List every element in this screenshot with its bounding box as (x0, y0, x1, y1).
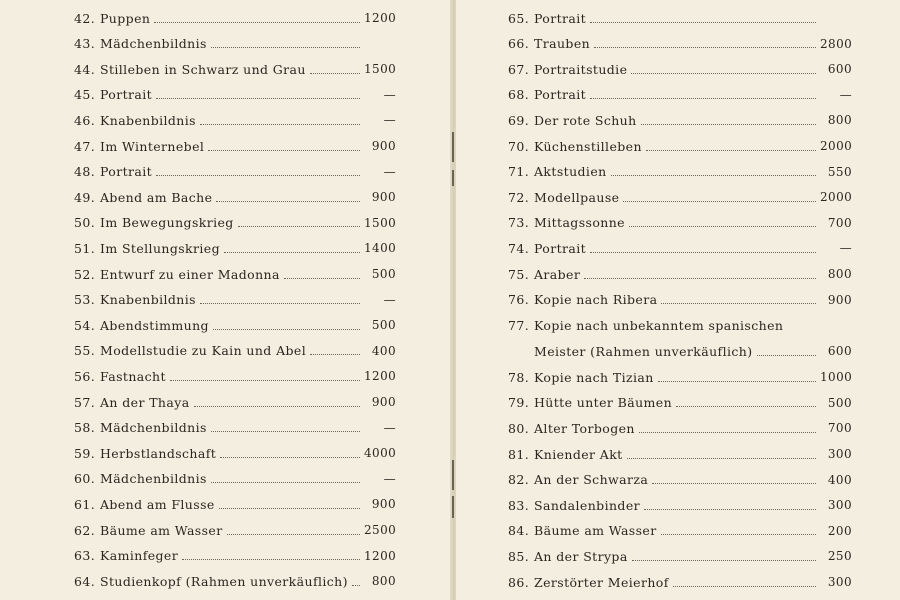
entry-number: 61. (74, 496, 96, 512)
dot-leader (661, 295, 816, 304)
binding-stitch (452, 170, 454, 186)
catalog-entry (508, 159, 852, 185)
catalog-entry (74, 107, 396, 133)
catalog-entry (74, 287, 396, 313)
entry-price: 4000 (364, 446, 397, 461)
entry-number: 45. (74, 87, 96, 103)
entry-price: — (383, 471, 396, 486)
entry-title: Mädchenbildnis (100, 420, 207, 436)
dot-leader (284, 270, 360, 279)
dot-leader (219, 500, 360, 509)
dot-leader (156, 167, 360, 176)
entry-number: 51. (74, 240, 96, 256)
entry-number: 55. (74, 343, 96, 359)
entry-title: Bäume am Wasser (100, 522, 223, 538)
catalog-entry (74, 517, 396, 543)
entry-title: An der Strypa (534, 548, 628, 564)
entry-number: 81. (508, 446, 530, 462)
catalog-entry (508, 261, 852, 287)
dot-leader (658, 373, 816, 382)
entry-price: 1200 (364, 11, 397, 25)
entry-title: Modellstudie zu Kain und Abel (100, 343, 307, 359)
entry-price: 900 (371, 497, 396, 512)
entry-price: 2000 (820, 139, 853, 153)
dot-leader (194, 398, 360, 407)
entry-price: 500 (371, 267, 396, 281)
entry-price: 400 (827, 472, 852, 487)
entry-number: 65. (508, 10, 530, 26)
entry-number: 86. (508, 574, 530, 590)
dot-leader (310, 346, 360, 355)
dot-leader (170, 372, 360, 381)
catalog-entry (508, 441, 852, 467)
entry-number: 85. (508, 548, 530, 564)
entry-price: 900 (371, 395, 396, 409)
catalog-entry (74, 133, 396, 159)
entry-title: Portrait (100, 87, 153, 103)
catalog-entry (508, 133, 852, 159)
catalog-entry (508, 235, 852, 261)
entry-number: 46. (74, 112, 96, 128)
catalog-entry (74, 338, 396, 364)
dot-leader (631, 65, 816, 74)
entry-price: 700 (827, 421, 852, 436)
entry-number: 62. (74, 522, 96, 538)
entry-number: 80. (508, 420, 530, 436)
entry-price: 550 (827, 164, 852, 179)
entry-title: Im Bewegungskrieg (100, 215, 234, 231)
dot-leader (629, 218, 816, 227)
entry-number: 48. (74, 164, 96, 180)
entry-title: Herbstlandschaft (100, 445, 217, 461)
dot-leader (200, 295, 360, 304)
entry-number: 72. (508, 189, 530, 205)
entry-price: — (839, 87, 852, 102)
entry-number: 75. (508, 266, 530, 282)
entry-price: 900 (371, 139, 396, 153)
catalog-entry (74, 389, 396, 415)
dot-leader (646, 142, 816, 151)
entry-price: 500 (827, 395, 852, 410)
dot-leader (310, 65, 360, 74)
catalog-entry (74, 440, 396, 466)
entry-number: 71. (508, 164, 530, 180)
entry-price: 600 (827, 62, 852, 77)
dot-leader (352, 577, 360, 586)
dot-leader (590, 14, 816, 23)
entry-price: 500 (371, 318, 396, 333)
catalog-entry (508, 543, 852, 569)
entry-price: — (383, 292, 396, 307)
entry-number: 43. (74, 36, 96, 52)
entry-price: 300 (827, 447, 852, 461)
entry-title: Portrait (534, 240, 587, 256)
dot-leader (220, 449, 360, 458)
dot-leader (623, 193, 816, 202)
dot-leader (590, 244, 816, 253)
entry-price: 250 (827, 549, 852, 564)
entry-title: Mädchenbildnis (100, 36, 207, 52)
dot-leader (216, 193, 360, 202)
catalog-entry (74, 235, 396, 261)
entry-title: Entwurf zu einer Madonna (100, 266, 280, 282)
entry-price: 1200 (364, 548, 397, 563)
entry-title: Trauben (534, 36, 591, 52)
dot-leader (211, 474, 360, 483)
entry-price: — (383, 87, 396, 102)
entry-price: 400 (371, 343, 396, 358)
entry-title: Araber (534, 266, 581, 282)
catalog-entry (508, 184, 852, 210)
entry-number: 63. (74, 548, 96, 564)
entry-price: 900 (371, 190, 396, 205)
entry-title: Fastnacht (100, 368, 166, 384)
entry-number: 79. (508, 395, 530, 411)
entry-title: Abend am Bache (100, 189, 213, 205)
entry-price: 600 (827, 344, 852, 359)
entry-price: 1200 (364, 369, 397, 384)
catalog-entry (74, 184, 396, 210)
entry-number: 76. (508, 292, 530, 308)
entry-price: 2800 (820, 36, 853, 51)
dot-leader (627, 450, 816, 459)
catalog-entry (508, 415, 852, 441)
catalog-entry (508, 31, 852, 57)
entry-number: 70. (508, 138, 530, 154)
entry-title: Kopie nach Ribera (534, 292, 658, 308)
dot-leader (594, 39, 816, 48)
entry-title: Mittagssonne (534, 215, 625, 231)
entry-price: 800 (827, 113, 852, 128)
dot-leader (632, 552, 816, 561)
dot-leader (154, 14, 360, 23)
dot-leader (224, 244, 360, 253)
catalog-entry (74, 415, 396, 441)
entry-title: Küchenstilleben (534, 138, 642, 154)
entry-price: 200 (827, 523, 852, 538)
entry-title: Kopie nach unbekanntem spanischen (534, 317, 784, 333)
entry-title: Puppen (100, 10, 151, 26)
entry-number: 57. (74, 394, 96, 410)
entry-number: 44. (74, 61, 96, 77)
dot-leader (676, 398, 816, 407)
dot-leader (652, 475, 816, 484)
catalog-entry (74, 312, 396, 338)
dot-leader (227, 526, 360, 535)
entry-price: — (839, 241, 852, 256)
entry-title: Zerstörter Meierhof (534, 574, 669, 590)
dot-leader (644, 501, 816, 510)
entry-title: Abendstimmung (100, 317, 209, 333)
dot-leader (641, 116, 816, 125)
entry-number: 60. (74, 471, 96, 487)
dot-leader (757, 347, 817, 356)
entry-number: 59. (74, 445, 96, 461)
dot-leader (211, 423, 360, 432)
catalog-entry (508, 5, 852, 31)
entry-number: 83. (508, 497, 530, 513)
entry-title: Der rote Schuh (534, 112, 637, 128)
catalog-entry (508, 518, 852, 544)
catalog-entry (508, 467, 852, 493)
catalog-entry (74, 5, 396, 31)
catalog-entry (508, 56, 852, 82)
entry-price: 300 (827, 498, 852, 513)
entry-price: 2500 (364, 523, 397, 537)
entry-number: 68. (508, 87, 530, 103)
dot-leader (673, 578, 816, 587)
entry-price: 300 (827, 575, 852, 589)
entry-number: 53. (74, 292, 96, 308)
dot-leader (584, 270, 816, 279)
entry-number: 49. (74, 189, 96, 205)
catalog-entry (508, 569, 852, 595)
catalog-entry (508, 492, 852, 518)
entry-price: 1000 (820, 370, 853, 385)
catalog-entry (74, 159, 396, 185)
entry-title-continued: Meister (Rahmen unverkäuflich) (534, 343, 753, 359)
dot-leader (208, 142, 360, 151)
entry-title: Hütte unter Bäumen (534, 395, 673, 411)
entry-number: 47. (74, 138, 96, 154)
catalog-entry (74, 210, 396, 236)
entry-number: 73. (508, 215, 530, 231)
entry-title: Kaminfeger (100, 548, 179, 564)
entry-price: 800 (827, 267, 852, 281)
entry-price: 1500 (364, 62, 397, 77)
entry-price: — (383, 420, 396, 435)
dot-leader (156, 90, 360, 99)
entry-price: 700 (827, 215, 852, 230)
entry-title: Kniender Akt (534, 446, 623, 462)
binding-stitch (452, 460, 454, 490)
entry-title: Studienkopf (Rahmen unverkäuflich) (100, 573, 348, 589)
catalog-entry (74, 491, 396, 517)
catalog-entry (508, 364, 852, 390)
entry-title: Knabenbildnis (100, 292, 196, 308)
entry-title: Abend am Flusse (100, 496, 215, 512)
entry-title: Portrait (534, 10, 587, 26)
dot-leader (238, 218, 360, 227)
catalog-entry (74, 363, 396, 389)
dot-leader (200, 116, 360, 125)
catalog-entry (508, 82, 852, 108)
dot-leader (211, 39, 360, 48)
entry-number: 42. (74, 10, 96, 26)
entry-title: Modellpause (534, 189, 620, 205)
catalog-entry (74, 543, 396, 569)
entry-number: 82. (508, 472, 530, 488)
entry-title: Mädchenbildnis (100, 471, 207, 487)
catalog-entry (74, 31, 396, 57)
entry-number: 67. (508, 61, 530, 77)
catalog-entry (508, 390, 852, 416)
catalog-entry (74, 568, 396, 594)
entry-number: 52. (74, 266, 96, 282)
entry-title: Sandalenbinder (534, 497, 640, 513)
entry-title: Im Winternebel (100, 138, 205, 154)
catalog-entry (74, 466, 396, 492)
entry-number: 74. (508, 240, 530, 256)
entry-number: 64. (74, 573, 96, 589)
dot-leader (213, 321, 360, 330)
binding-stitch (452, 132, 454, 162)
catalog-entry (508, 287, 852, 313)
entry-title: Portraitstudie (534, 61, 628, 77)
entry-title: Portrait (534, 87, 587, 103)
entry-price: 1400 (364, 241, 397, 256)
entry-number: 54. (74, 317, 96, 333)
dot-leader (611, 167, 816, 176)
catalog-entry (508, 107, 852, 133)
binding-stitch (452, 496, 454, 518)
entry-title: Bäume am Wasser (534, 523, 657, 539)
entry-number: 77. (508, 317, 530, 333)
entry-number: 69. (508, 112, 530, 128)
entry-price: 2000 (820, 190, 853, 205)
entry-number: 66. (508, 36, 530, 52)
dot-leader (661, 526, 816, 535)
dot-leader (639, 424, 816, 433)
entry-price: 800 (371, 574, 396, 589)
entry-title: An der Schwarza (534, 472, 649, 488)
catalog-entry (74, 56, 396, 82)
catalog-entry (74, 261, 396, 287)
entry-number: 78. (508, 369, 530, 385)
entry-price: — (383, 164, 396, 179)
entry-title: Portrait (100, 164, 153, 180)
dot-leader (182, 551, 360, 560)
entry-title: Knabenbildnis (100, 112, 196, 128)
entry-number: 56. (74, 368, 96, 384)
entry-number: 58. (74, 420, 96, 436)
entry-title: Stilleben in Schwarz und Grau (100, 61, 306, 77)
entry-title: Kopie nach Tizian (534, 369, 654, 385)
entry-price: 900 (827, 292, 852, 307)
entry-title: Im Stellungskrieg (100, 240, 221, 256)
entry-title: Aktstudien (534, 164, 607, 180)
right-page (456, 0, 900, 600)
catalog-entry (508, 312, 852, 364)
catalog-entry (508, 210, 852, 236)
entry-title: An der Thaya (100, 394, 190, 410)
entry-number: 84. (508, 523, 530, 539)
entry-price: — (383, 113, 396, 128)
entry-number: 50. (74, 215, 96, 231)
entry-price: 1500 (364, 215, 397, 230)
dot-leader (590, 90, 816, 99)
entry-title: Alter Torbogen (534, 420, 635, 436)
catalog-entry (74, 82, 396, 108)
